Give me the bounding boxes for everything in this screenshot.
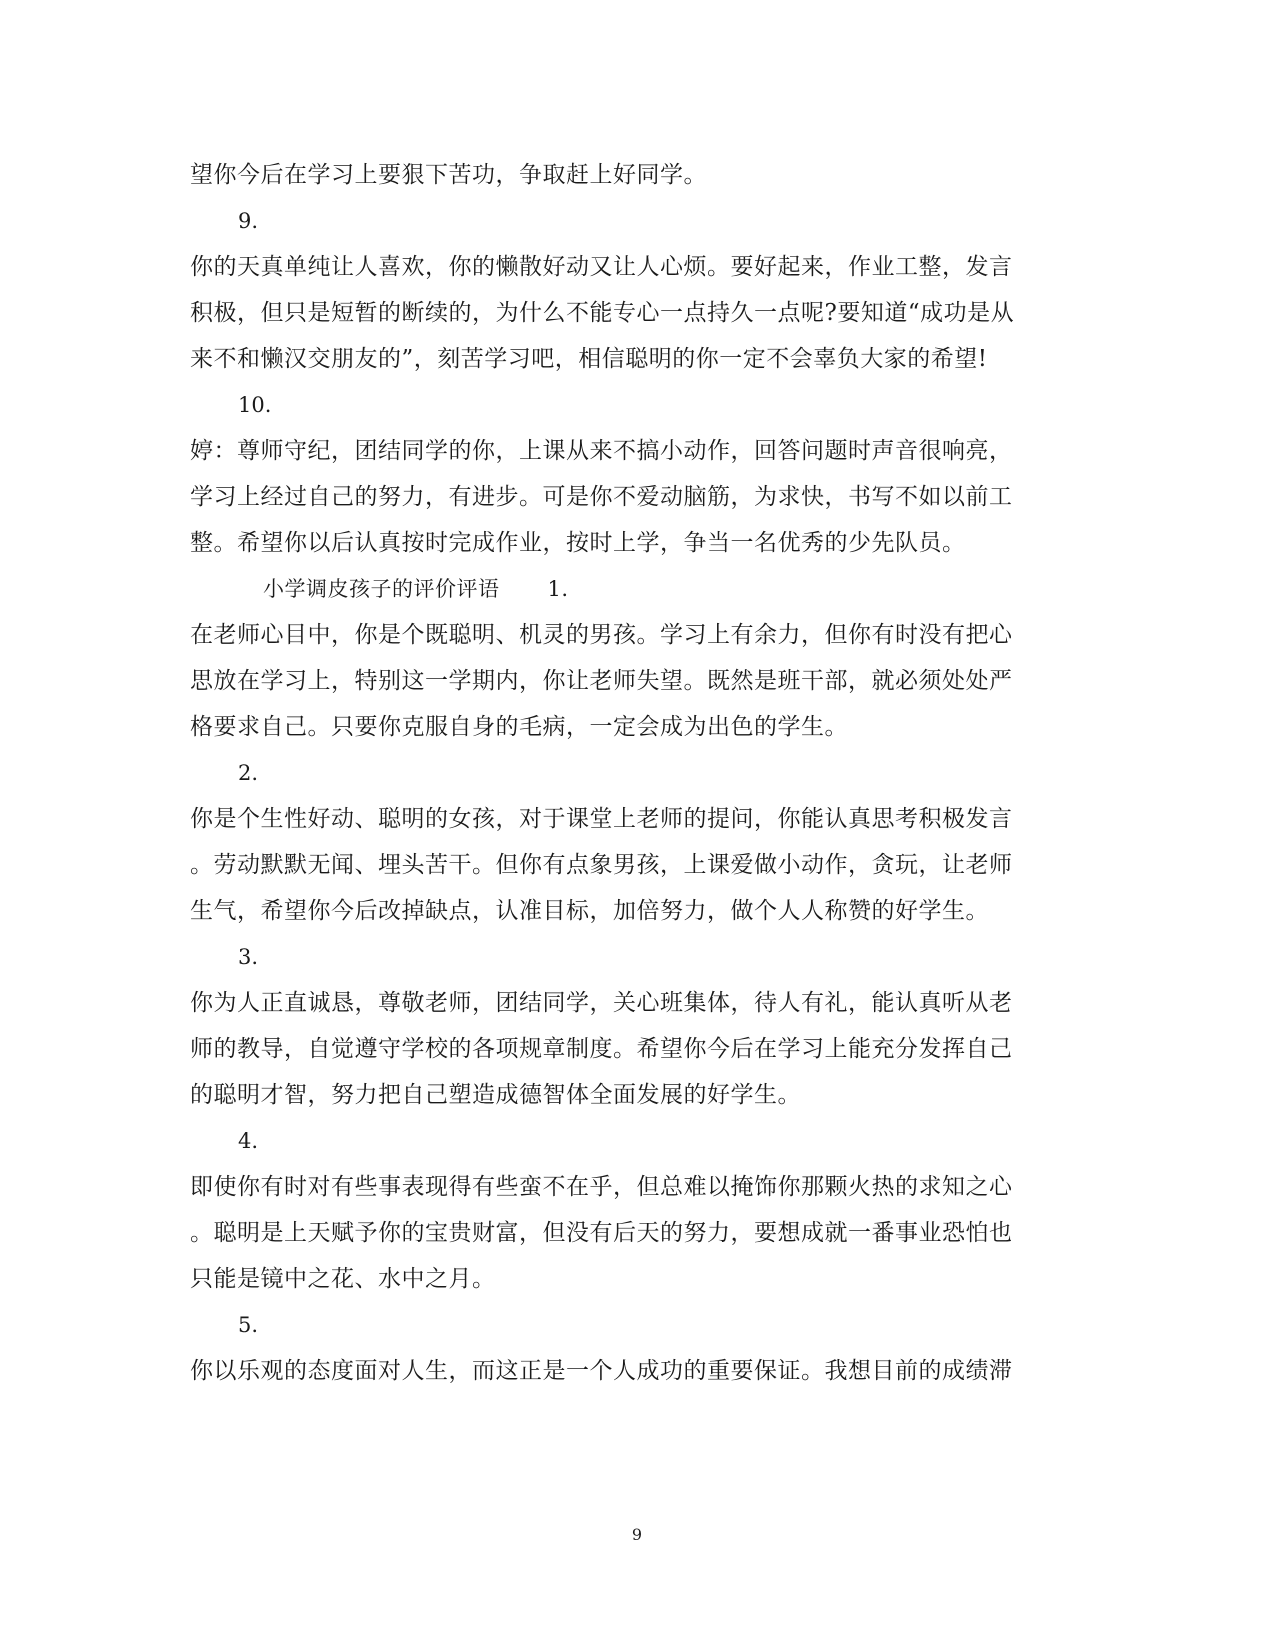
item-number: 3. bbox=[238, 945, 259, 969]
text-line: 积极，但只是短暂的断续的，为什么不能专心一点持久一点呢?要知道“成功是从 bbox=[190, 300, 1015, 326]
text-line: 你的天真单纯让人喜欢，你的懒散好动又让人心烦。要好起来，作业工整，发言 bbox=[190, 254, 1013, 280]
text-line: 望你今后在学习上要狠下苦功，争取赶上好同学。 bbox=[190, 162, 707, 188]
text-line: 格要求自己。只要你克服自身的毛病，一定会成为出色的学生。 bbox=[190, 714, 848, 740]
text-line: 只能是镜中之花、水中之月。 bbox=[190, 1266, 496, 1292]
item-number: 4. bbox=[238, 1129, 259, 1153]
text-line: 婷：尊师守纪，团结同学的你，上课从来不搞小动作，回答问题时声音很响亮， bbox=[190, 438, 1013, 464]
item-number: 5. bbox=[238, 1313, 259, 1337]
page-number: 9 bbox=[631, 1525, 643, 1544]
item-number: 2. bbox=[238, 761, 259, 785]
text-line: 的聪明才智，努力把自己塑造成德智体全面发展的好学生。 bbox=[190, 1082, 801, 1108]
text-line: 来不和懒汉交朋友的”，刻苦学习吧，相信聪明的你一定不会辜负大家的希望! bbox=[190, 346, 988, 372]
text-line: 整。希望你以后认真按时完成作业，按时上学，争当一名优秀的少先队员。 bbox=[190, 530, 966, 556]
text-line: 。劳动默默无闻、埋头苦干。但你有点象男孩，上课爱做小动作，贪玩，让老师 bbox=[190, 852, 1013, 878]
item-number: 9. bbox=[238, 209, 259, 233]
text-line: 生气，希望你今后改掉缺点，认准目标，加倍努力，做个人人称赞的好学生。 bbox=[190, 898, 989, 924]
item-number: 1. bbox=[547, 577, 569, 601]
text-line: 学习上经过自己的努力，有进步。可是你不爱动脑筋，为求快，书写不如以前工 bbox=[190, 484, 1013, 510]
section-heading-title: 小学调皮孩子的评价评语 bbox=[263, 577, 500, 601]
text-line: 即使你有时对有些事表现得有些蛮不在乎，但总难以掩饰你那颗火热的求知之心 bbox=[190, 1174, 1013, 1200]
text-line: 。聪明是上天赋予你的宝贵财富，但没有后天的努力，要想成就一番事业恐怕也 bbox=[190, 1220, 1013, 1246]
text-line: 思放在学习上，特别这一学期内，你让老师失望。既然是班干部，就必须处处严 bbox=[190, 668, 1013, 694]
section-heading bbox=[263, 574, 569, 604]
text-line: 你以乐观的态度面对人生，而这正是一个人成功的重要保证。我想目前的成绩滞 bbox=[190, 1358, 1013, 1384]
text-line: 师的教导，自觉遵守学校的各项规章制度。希望你今后在学习上能充分发挥自己 bbox=[190, 1036, 1013, 1062]
text-line: 在老师心目中，你是个既聪明、机灵的男孩。学习上有余力，但你有时没有把心 bbox=[190, 622, 1013, 648]
item-number: 10. bbox=[238, 393, 272, 417]
text-line: 你是个生性好动、聪明的女孩，对于课堂上老师的提问，你能认真思考积极发言 bbox=[190, 806, 1013, 832]
text-line: 你为人正直诚恳，尊敬老师，团结同学，关心班集体，待人有礼，能认真听从老 bbox=[190, 990, 1013, 1016]
